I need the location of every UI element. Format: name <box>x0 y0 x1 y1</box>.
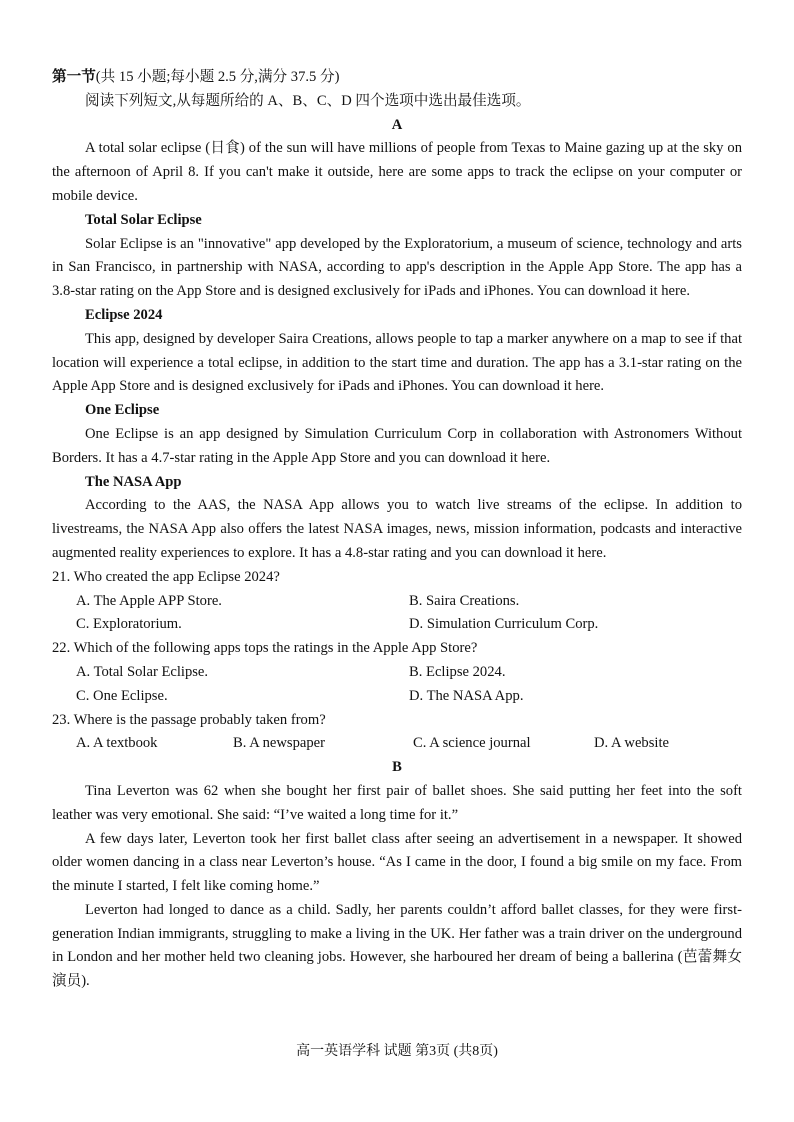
section-instruction: 阅读下列短文,从每题所给的 A、B、C、D 四个选项中选出最佳选项。 <box>85 92 531 109</box>
question-options-row <box>52 661 742 685</box>
option-d: D. The NASA App. <box>409 687 524 704</box>
option-a: A. Total Solar Eclipse. <box>76 663 209 680</box>
option-b: B. A newspaper <box>233 735 326 752</box>
option-d: D. Simulation Curriculum Corp. <box>409 616 599 633</box>
question-options-row <box>52 590 742 614</box>
app-heading: One Eclipse <box>85 402 160 419</box>
app-description: According to the AAS, the NASA App allows you to watch live streams of the eclipse. In addition to livestreams, the NASA App also offers the latest NASA images, news, mission information, podcasts and interactive augmented reality experiences to explore. It has a 4.8-star rating and you can download it here. <box>52 497 742 561</box>
passage-b-paragraph: A few days later, Leverton took her first ballet class after seeing an advertisement in a newspaper. It showed older women dancing in a class near Leverton’s house. “As I came in the door, I found a big smile on my face. From the minute I started, I felt like coming home.” <box>52 830 742 895</box>
question-options-row <box>52 732 742 756</box>
passage-b-paragraph: Leverton had longed to dance as a child. Sadly, her parents couldn’t afford ballet classes, for they were first-generation Indian immigrants, struggling to make a living in the UK. Her father was a train driver on the underground in London and her mother held two cleaning jobs. However, she harboured her dream of being a ballerina (芭蕾舞女演员). <box>52 901 742 990</box>
question-options-row <box>52 685 742 709</box>
passage-a-intro: A total solar eclipse (日食) of the sun will have millions of people from Texas to Maine gazing up at the sky on the afternoon of April 8. If you can't make it outside, here are some apps to track the eclipse on your computer or mobile device. <box>52 140 742 204</box>
section-score-info: (共 15 小题;每小题 2.5 分,满分 37.5 分) <box>95 69 340 85</box>
option-b: B. Eclipse 2024. <box>409 663 506 680</box>
question-stem: 23. Where is the passage probably taken from? <box>52 711 326 728</box>
app-description: One Eclipse is an app designed by Simulation Curriculum Corp in collaboration with Astronomers Without Borders. It has a 4.7-star rating in the Apple App Store and you can download it here. <box>52 425 742 466</box>
option-d: D. A website <box>594 735 669 752</box>
app-description: Solar Eclipse is an "innovative" app developed by the Exploratorium, a museum of science, technology and arts in San Francisco, in partnership with NASA, according to app's description in the Apple App Store. The app has a 3.8-star rating on the App Store and is designed exclusively for iPads and iPhones. You can download it here. <box>52 235 742 300</box>
app-heading: Total Solar Eclipse <box>85 211 202 228</box>
option-c: C. A science journal <box>413 735 531 752</box>
app-description: This app, designed by developer Saira Creations, allows people to tap a marker anywhere on a map to see if that location will experience a total eclipse, in addition to the start time and duration. The app has a 3.1-star rating on the Apple App Store and is designed exclusively for iPads and iPhones. You can download it here. <box>52 330 742 395</box>
passage-b-label: B <box>392 759 402 776</box>
question-options-row <box>52 613 742 637</box>
question-stem: 22. Which of the following apps tops the ratings in the Apple App Store? <box>52 640 478 657</box>
exam-page <box>52 66 742 994</box>
option-a: A. A textbook <box>76 735 158 752</box>
option-a: A. The Apple APP Store. <box>76 592 222 609</box>
app-heading: The NASA App <box>85 473 182 490</box>
passage-a-label: A <box>391 116 403 133</box>
section-heading <box>52 66 742 90</box>
passage-b-paragraph: Tina Leverton was 62 when she bought her first pair of ballet shoes. She said putting her feet into the soft leather was very emotional. She said: “I’ve waited a long time for it.” <box>52 782 742 823</box>
app-heading: Eclipse 2024 <box>85 306 163 323</box>
page-footer: 高一英语学科 试题 第3页 (共8页) <box>296 1044 498 1059</box>
option-b: B. Saira Creations. <box>409 592 520 609</box>
section-title: 第一节 <box>52 69 96 85</box>
option-c: C. One Eclipse. <box>76 687 168 704</box>
option-c: C. Exploratorium. <box>76 616 182 633</box>
question-stem: 21. Who created the app Eclipse 2024? <box>52 568 280 585</box>
